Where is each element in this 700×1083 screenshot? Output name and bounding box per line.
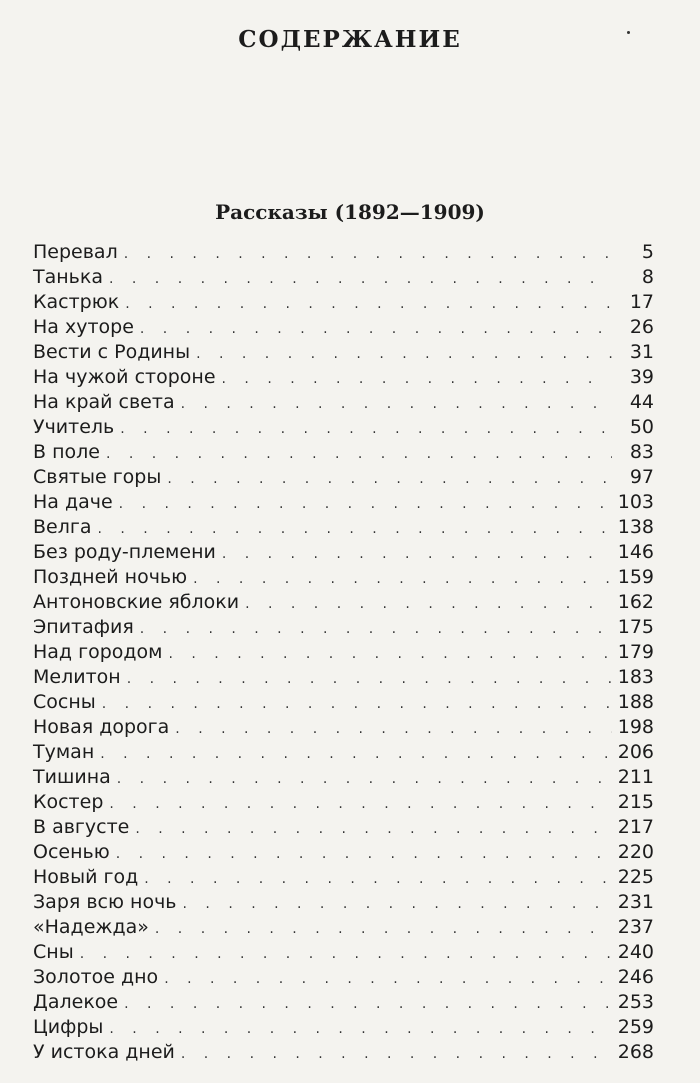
dot-leader	[222, 371, 612, 387]
dot-leader	[98, 521, 612, 537]
dot-leader	[117, 771, 612, 787]
dot-leader	[169, 646, 612, 662]
toc-entry-title: Тишина	[33, 766, 111, 788]
toc-entry-page-number: 240	[617, 941, 654, 963]
toc-entry-title: Без роду-племени	[33, 541, 216, 563]
dot-leader	[116, 846, 612, 862]
toc-entry	[33, 416, 654, 441]
toc-entry-title: Над городом	[33, 641, 163, 663]
toc-entry	[33, 716, 654, 741]
toc-entry-page-number: 103	[617, 491, 654, 513]
toc-entry	[33, 1041, 654, 1066]
toc-entry-page-number: 206	[617, 741, 654, 763]
toc-entry	[33, 816, 654, 841]
dot-leader	[127, 671, 612, 687]
toc-entry-title: Сны	[33, 941, 74, 963]
toc-entry	[33, 691, 654, 716]
toc-entry-title: На даче	[33, 491, 113, 513]
dot-leader	[222, 546, 612, 562]
dot-leader	[245, 596, 612, 612]
toc-entry	[33, 391, 654, 416]
toc-entry-page-number: 217	[617, 816, 654, 838]
toc-entry-title: Велга	[33, 516, 92, 538]
toc-entry	[33, 566, 654, 591]
table-of-contents	[33, 241, 654, 1066]
toc-entry-page-number: 44	[629, 391, 654, 413]
toc-entry	[33, 591, 654, 616]
toc-entry-page-number: 211	[617, 766, 654, 788]
toc-entry	[33, 491, 654, 516]
toc-entry	[33, 741, 654, 766]
toc-entry-title: Костер	[33, 791, 104, 813]
toc-entry	[33, 666, 654, 691]
toc-entry-title: Перевал	[33, 241, 118, 263]
toc-entry-page-number: 259	[617, 1016, 654, 1038]
toc-entry-title: Далекое	[33, 991, 119, 1013]
toc-entry-title: Поздней ночью	[33, 566, 188, 588]
toc-entry-page-number: 97	[629, 466, 654, 488]
toc-entry	[33, 441, 654, 466]
dot-leader	[181, 396, 612, 412]
toc-entry	[33, 541, 654, 566]
dot-leader	[124, 246, 612, 262]
dot-leader	[124, 996, 612, 1012]
toc-entry	[33, 1016, 654, 1041]
toc-entry-page-number: 162	[617, 591, 654, 613]
toc-entry-title: Осенью	[33, 841, 110, 863]
toc-entry-page-number: 146	[617, 541, 654, 563]
toc-entry	[33, 791, 654, 816]
dot-leader	[175, 721, 611, 737]
toc-entry-title: Золотое дно	[33, 966, 159, 988]
dot-leader	[119, 496, 612, 512]
toc-entry	[33, 291, 654, 316]
toc-entry-title: Учитель	[33, 416, 115, 438]
dot-leader	[102, 696, 612, 712]
toc-entry-page-number: 220	[617, 841, 654, 863]
toc-entry-page-number: 39	[629, 366, 654, 388]
dot-leader	[109, 1021, 611, 1037]
dot-leader	[100, 746, 611, 762]
toc-entry	[33, 366, 654, 391]
dot-leader	[135, 821, 611, 837]
toc-entry	[33, 641, 654, 666]
dot-leader	[125, 296, 612, 312]
toc-entry-page-number: 5	[641, 241, 654, 263]
toc-entry-title: Новая дорога	[33, 716, 170, 738]
toc-entry-title: У истока дней	[33, 1041, 175, 1063]
dot-leader	[164, 971, 612, 987]
toc-entry	[33, 516, 654, 541]
toc-entry	[33, 341, 654, 366]
toc-entry	[33, 766, 654, 791]
toc-entry	[33, 841, 654, 866]
toc-entry-page-number: 175	[617, 616, 654, 638]
dot-leader	[109, 796, 611, 812]
toc-entry-page-number: 215	[617, 791, 654, 813]
toc-entry	[33, 891, 654, 916]
toc-entry	[33, 241, 654, 266]
toc-entry	[33, 316, 654, 341]
dot-leader	[106, 446, 612, 462]
toc-entry	[33, 266, 654, 291]
toc-entry-page-number: 237	[617, 916, 654, 938]
toc-entry-title: Мелитон	[33, 666, 121, 688]
toc-entry-title: Цифры	[33, 1016, 104, 1038]
toc-entry-page-number: 183	[617, 666, 654, 688]
section-title: Рассказы (1892—1909)	[215, 200, 485, 224]
toc-entry-page-number: 198	[617, 716, 654, 738]
toc-entry-page-number: 253	[617, 991, 654, 1013]
toc-entry-title: Танька	[33, 266, 103, 288]
toc-entry-page-number: 231	[617, 891, 654, 913]
dot-leader	[193, 571, 612, 587]
dot-leader	[155, 921, 612, 937]
toc-entry-page-number: 31	[629, 341, 654, 363]
toc-entry-page-number: 83	[629, 441, 654, 463]
dot-leader	[183, 896, 612, 912]
dot-leader	[140, 321, 612, 337]
toc-entry-title: Заря всю ночь	[33, 891, 177, 913]
toc-entry-page-number: 26	[629, 316, 654, 338]
toc-entry	[33, 466, 654, 491]
toc-entry-page-number: 225	[617, 866, 654, 888]
toc-entry-title: Вести с Родины	[33, 341, 191, 363]
toc-entry-title: В поле	[33, 441, 100, 463]
toc-entry-page-number: 179	[617, 641, 654, 663]
toc-entry-page-number: 246	[617, 966, 654, 988]
toc-entry	[33, 966, 654, 991]
dot-leader	[109, 271, 612, 287]
print-speck	[627, 31, 630, 34]
toc-entry-page-number: 50	[629, 416, 654, 438]
toc-entry-title: На чужой стороне	[33, 366, 216, 388]
toc-entry-page-number: 17	[629, 291, 654, 313]
toc-entry-title: «Надежда»	[33, 916, 149, 938]
toc-entry	[33, 616, 654, 641]
toc-entry-title: Туман	[33, 741, 95, 763]
toc-entry-page-number: 8	[641, 266, 654, 288]
toc-entry-title: Сосны	[33, 691, 96, 713]
dot-leader	[181, 1046, 612, 1062]
toc-entry-page-number: 268	[617, 1041, 654, 1063]
toc-entry	[33, 916, 654, 941]
dot-leader	[80, 946, 612, 962]
dot-leader	[120, 421, 612, 437]
dot-leader	[140, 621, 612, 637]
toc-entry-title: Антоновские яблоки	[33, 591, 240, 613]
toc-entry	[33, 991, 654, 1016]
toc-entry-title: На край света	[33, 391, 175, 413]
toc-entry-page-number: 159	[617, 566, 654, 588]
toc-entry-title: В августе	[33, 816, 130, 838]
toc-entry-title: Новый год	[33, 866, 139, 888]
toc-entry-title: Эпитафия	[33, 616, 134, 638]
page-title: СОДЕРЖАНИЕ	[238, 26, 462, 53]
toc-entry-title: Святые горы	[33, 466, 162, 488]
toc-entry-page-number: 188	[617, 691, 654, 713]
dot-leader	[196, 346, 612, 362]
toc-entry-title: На хуторе	[33, 316, 134, 338]
toc-entry	[33, 866, 654, 891]
dot-leader	[167, 471, 612, 487]
toc-entry	[33, 941, 654, 966]
dot-leader	[144, 871, 611, 887]
toc-entry-page-number: 138	[617, 516, 654, 538]
toc-entry-title: Кастрюк	[33, 291, 120, 313]
